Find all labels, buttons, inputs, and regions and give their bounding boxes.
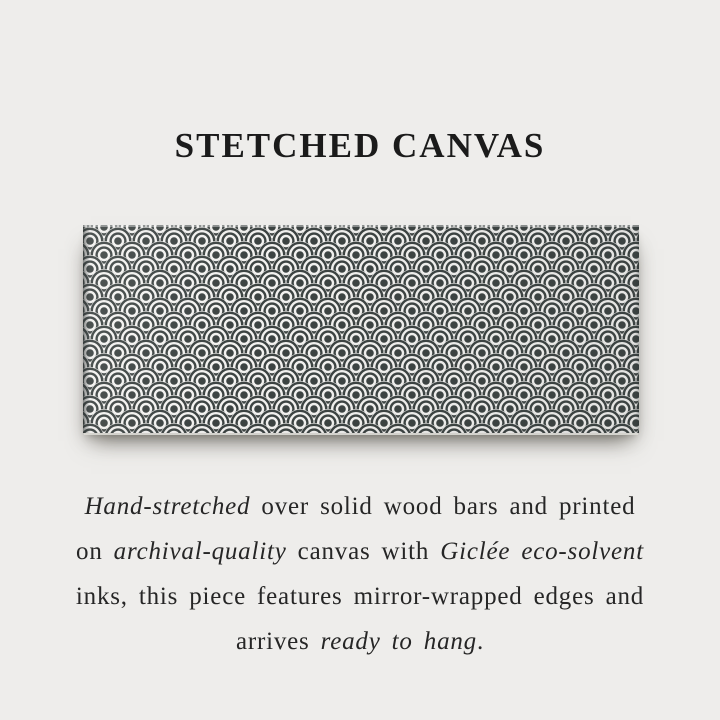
canvas-right-edge-shading (635, 225, 639, 433)
canvas-left-wrapped-edge (83, 225, 90, 433)
canvas-top-edge-highlight (83, 225, 639, 227)
body-text: inks, this piece features mirror-wrapped edges and (75, 583, 645, 610)
emphasis-text: archival-quality (113, 538, 287, 565)
page-title: STETCHED CANVAS (174, 126, 546, 165)
description-line (40, 574, 680, 619)
description-line (40, 529, 680, 574)
canvas-preview (83, 225, 639, 433)
canvas-lighting-sheen (83, 225, 639, 433)
emphasis-text: ready to hang (320, 628, 477, 655)
description-line (40, 484, 680, 529)
emphasis-text: Hand-stretched (84, 493, 251, 520)
body-text: over solid wood bars and printed (250, 493, 636, 520)
product-description (40, 484, 680, 664)
body-text: canvas with (286, 538, 441, 565)
emphasis-text: Giclée eco-solvent (440, 538, 644, 565)
body-text: arrives (235, 628, 321, 655)
body-text: . (476, 628, 485, 655)
body-text: on (76, 538, 114, 565)
canvas-bottom-edge (84, 433, 638, 435)
description-line (40, 619, 680, 664)
